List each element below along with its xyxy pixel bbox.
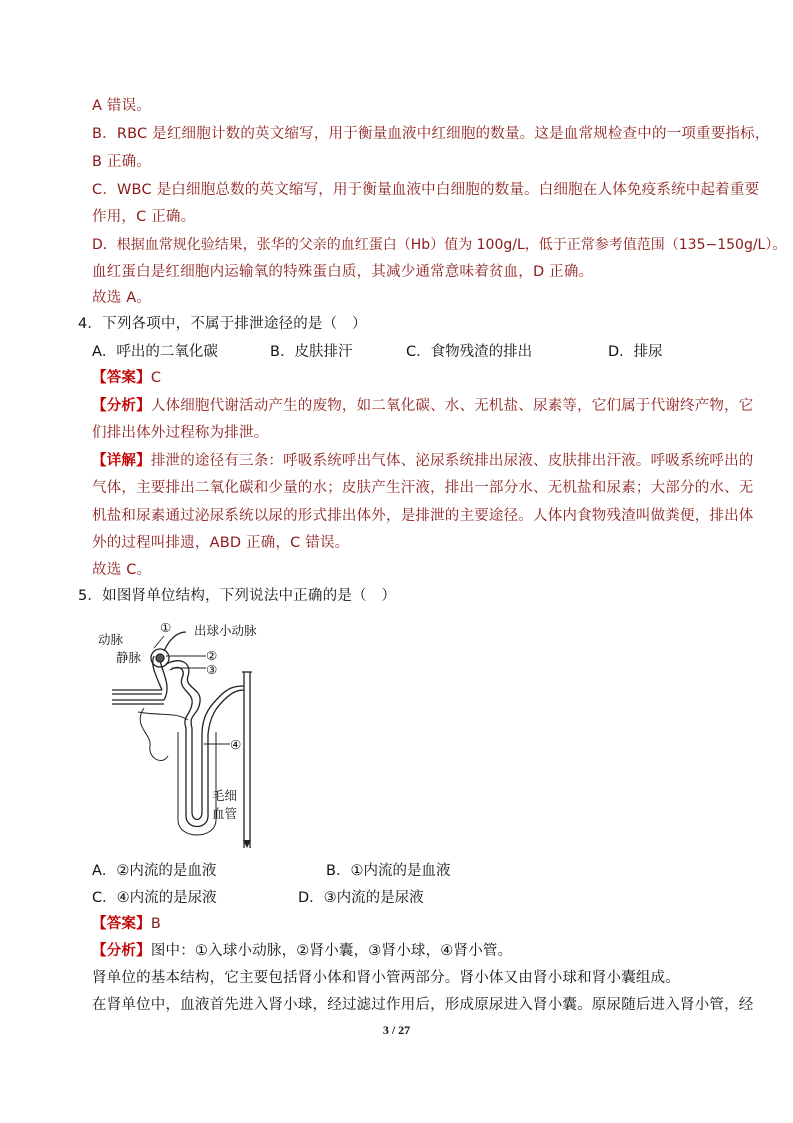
detail-tag: 【详解】 <box>92 453 151 469</box>
q4-option-b: B．皮肤排汗 <box>270 344 353 360</box>
label-n3: ③ <box>206 662 218 677</box>
q5-option-d: D．③内流的是尿液 <box>298 890 424 906</box>
q5-analysis-line1 <box>92 941 512 961</box>
q3-c-line1: C．WBC 是白细胞总数的英文缩写，用于衡量血液中白细胞的数量。白细胞在人体免疫系统中起着重要 <box>92 182 760 198</box>
q3-d-line2: 血红蛋白是红细胞内运输氧的特殊蛋白质，其减少通常意味着贫血，D 正确。 <box>92 264 594 280</box>
label-n2: ② <box>206 648 218 663</box>
q5-answer <box>92 914 161 934</box>
answer-value: B <box>150 916 161 932</box>
q3-c-line2: 作用，C 正确。 <box>92 209 196 225</box>
label-n4: ④ <box>230 737 242 752</box>
q4-option-d: D．排尿 <box>608 344 663 360</box>
q3-conclusion: 故选 A。 <box>92 290 152 306</box>
analysis-tag: 【分析】 <box>92 398 151 414</box>
answer-value: C <box>150 370 162 386</box>
q4-conclusion: 故选 C。 <box>92 562 152 578</box>
q3-b-line1: B．RBC 是红细胞计数的英文缩写，用于衡量血液中红细胞的数量。这是血常规检查中的一项重要指标， <box>92 126 770 142</box>
analysis-tag: 【分析】 <box>92 943 151 959</box>
q4-stem: 4．下列各项中，不属于排泄途径的是（ ） <box>78 316 367 332</box>
nephron-diagram <box>92 616 282 852</box>
label-artery: 动脉 <box>98 632 124 647</box>
page-number: 3 / 27 <box>382 1023 411 1037</box>
label-capillary-2: 血管 <box>212 806 238 821</box>
q5-option-b: B．①内流的是血液 <box>326 863 451 879</box>
q4-option-a: A．呼出的二氧化碳 <box>92 344 218 360</box>
q3-a-line: A 错误。 <box>92 98 152 114</box>
answer-tag: 【答案】 <box>92 916 151 932</box>
q3-d-line1: D．根据血常规化验结果，张华的父亲的血红蛋白（Hb）值为 100g/L，低于正常参考值范围（135−150g/L）。 <box>92 237 787 253</box>
label-n1: ① <box>160 620 172 635</box>
q4-detail-line3: 机盐和尿素通过泌尿系统以尿的形式排出体外，是排泄的主要途径。人体内食物残渣叫做粪便，排出体 <box>92 508 754 524</box>
q5-option-c: C．④内流的是尿液 <box>92 890 217 906</box>
q3-b-line2: B 正确。 <box>92 154 152 170</box>
analysis-text: 图中：①入球小动脉，②肾小囊，③肾小球，④肾小管。 <box>150 943 513 959</box>
q4-detail-line4: 外的过程叫排遗，ABD 正确，C 错误。 <box>92 535 350 551</box>
q5-option-a: A．②内流的是血液 <box>92 863 217 879</box>
q4-option-c: C．食物残渣的排出 <box>406 344 533 360</box>
q4-detail-line2: 气体，主要排出二氧化碳和少量的水；皮肤产生汗液，排出一部分水、无机盐和尿素；大部分的水、无 <box>92 480 754 496</box>
q5-line2: 肾单位的基本结构，它主要包括肾小体和肾小管两部分。肾小体又由肾小球和肾小囊组成。 <box>92 970 680 986</box>
q5-stem: 5．如图肾单位结构，下列说法中正确的是（ ） <box>78 588 397 604</box>
label-efferent-arteriole: 出球小动脉 <box>194 623 257 638</box>
label-capillary-1: 毛细 <box>212 788 238 803</box>
label-vein: 静脉 <box>116 650 142 665</box>
q5-line3: 在肾单位中，血液首先进入肾小球，经过滤过作用后，形成原尿进入肾小囊。原尿随后进入肾小管，经 <box>92 997 754 1013</box>
analysis-text: 人体细胞代谢活动产生的废物，如二氧化碳、水、无机盐、尿素等，它们属于代谢终产物，它 <box>150 398 754 414</box>
q4-analysis-line2: 们排出体外过程称为排泄。 <box>92 425 269 441</box>
q4-analysis-line1 <box>92 396 754 416</box>
q4-answer <box>92 368 161 388</box>
detail-text: 排泄的途径有三条：呼吸系统呼出气体、泌尿系统排出尿液、皮肤排出汗液。呼吸系统呼出的 <box>150 453 754 469</box>
q4-detail-line1 <box>92 451 754 471</box>
answer-tag: 【答案】 <box>92 370 151 386</box>
